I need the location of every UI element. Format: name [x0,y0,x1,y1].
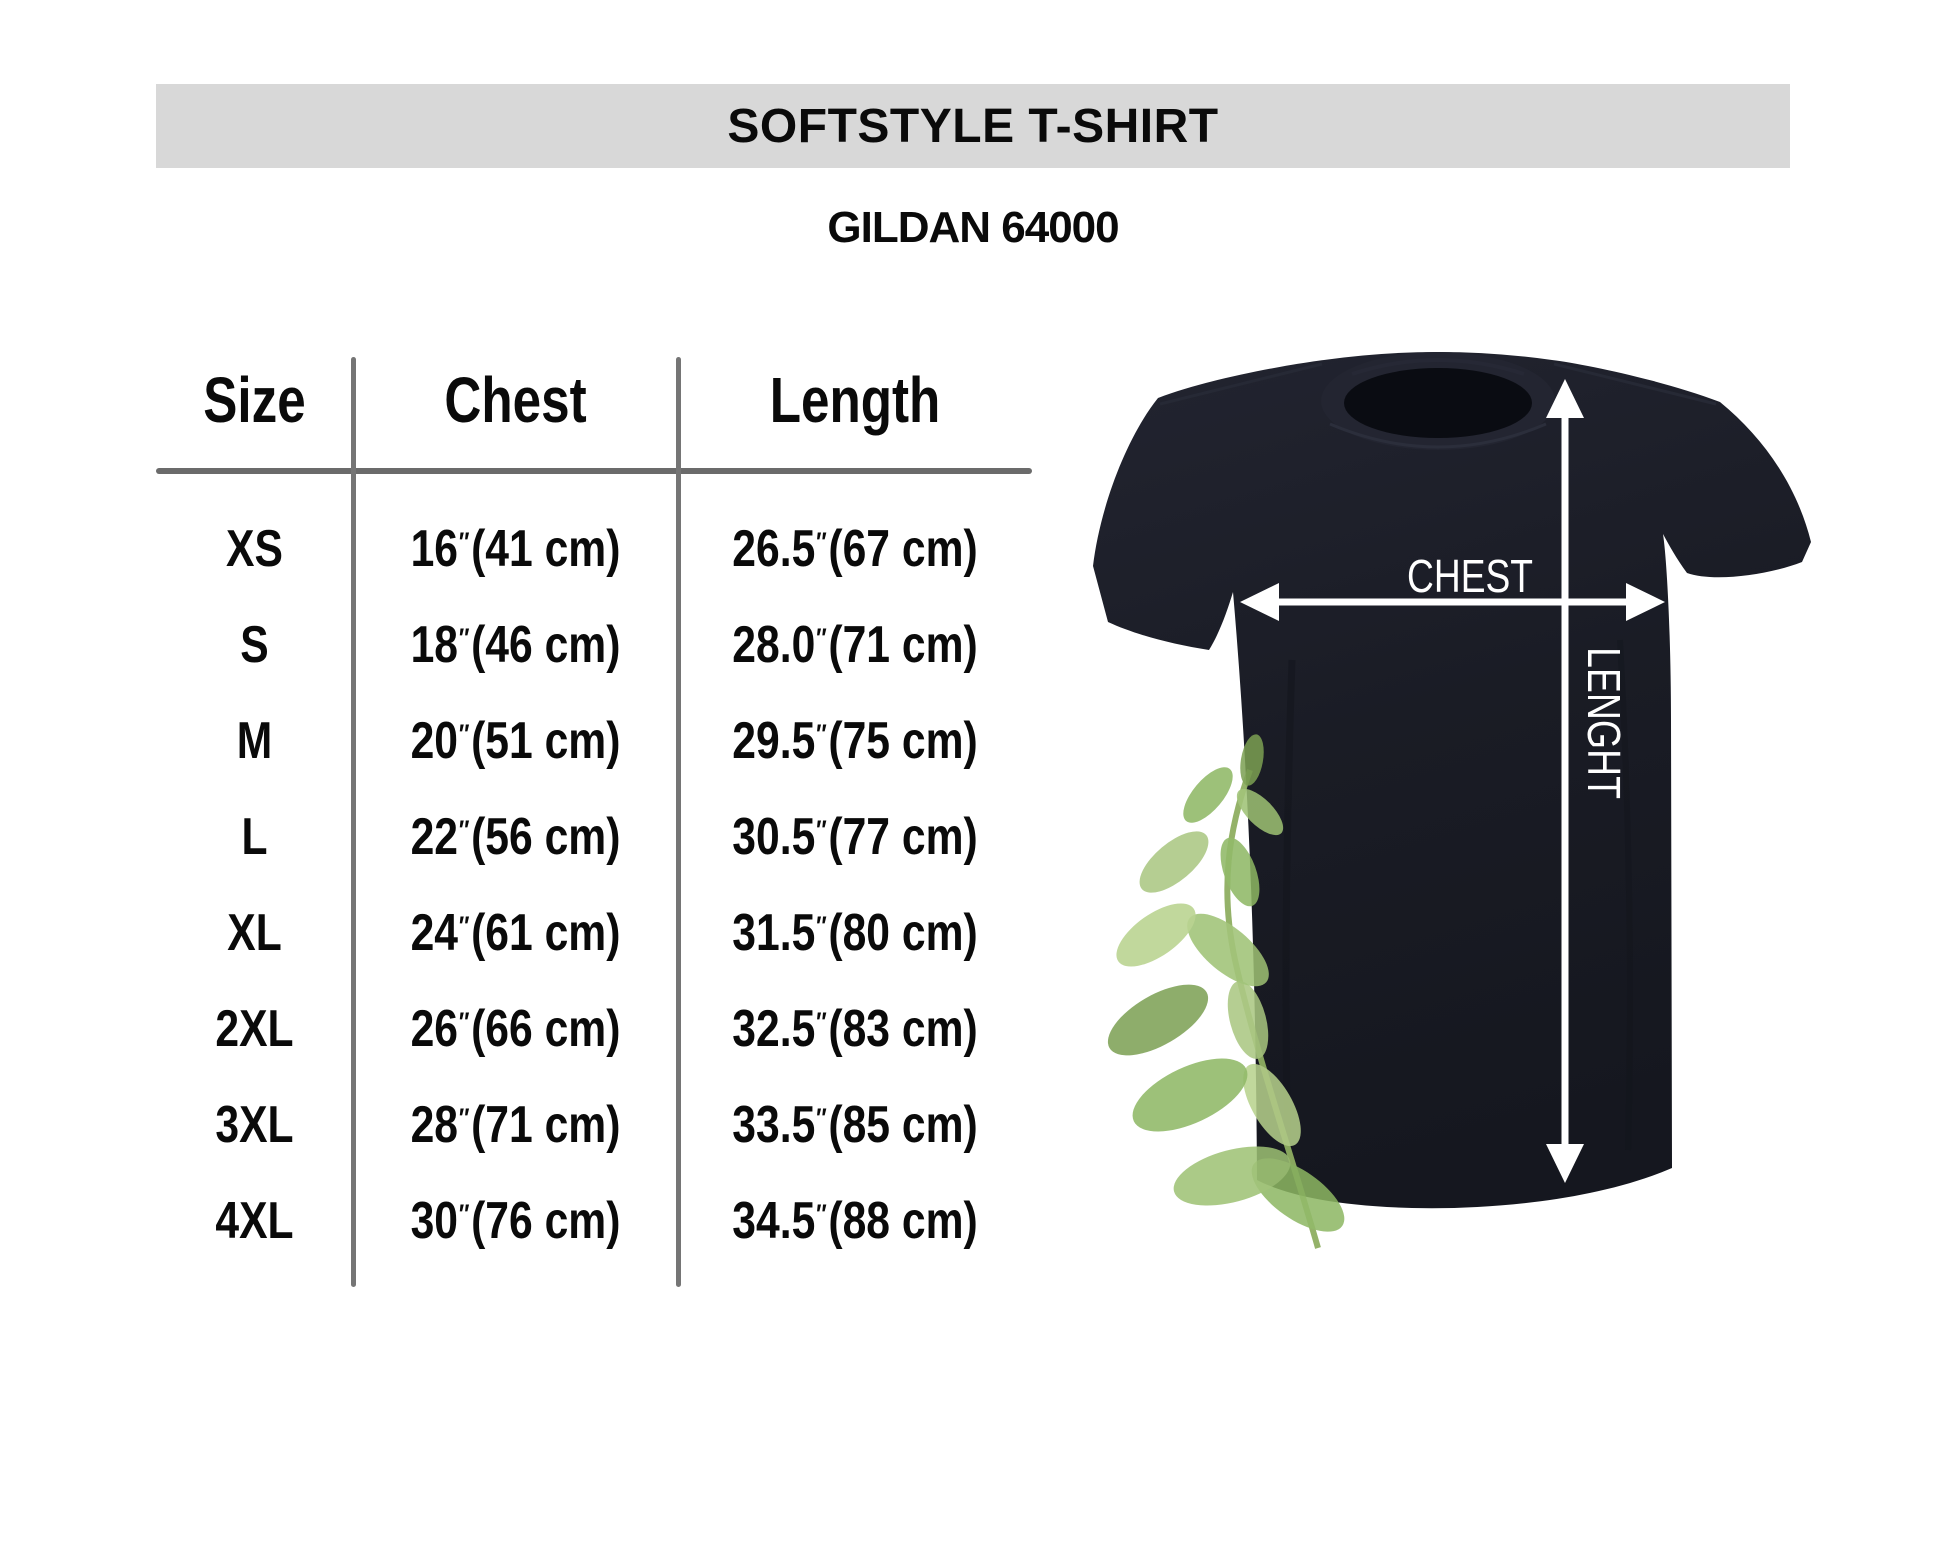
length-cell: 30.5″(77 cm) [732,808,978,866]
product-subtitle: GILDAN 64000 [827,203,1119,252]
chest-cell: 22″(56 cm) [410,808,621,866]
chest-cell: 28″(71 cm) [410,1096,621,1154]
chest-cell: 30″(76 cm) [410,1192,621,1250]
chest-cell: 16″(41 cm) [410,520,621,578]
header-length: Length [769,364,941,436]
table-row [156,1173,1032,1269]
size-table [156,352,1032,1287]
size-cell: 2XL [215,1000,294,1058]
length-cell: 31.5″(80 cm) [732,904,978,962]
header-chest: Chest [444,364,587,436]
chest-cell: 18″(46 cm) [410,616,621,674]
table-row [156,981,1032,1077]
length-cell: 34.5″(88 cm) [732,1192,978,1250]
table-row [156,1077,1032,1173]
size-cell: XS [226,520,283,578]
length-cell: 26.5″(67 cm) [732,520,978,578]
table-row [156,501,1032,597]
size-cell: M [236,712,273,770]
size-cell: L [241,808,268,866]
table-row [156,789,1032,885]
table-row [156,693,1032,789]
table-row [156,885,1032,981]
title-banner [156,84,1790,168]
collar-opening [1344,368,1532,438]
length-arrow-label: LENGHT [1578,647,1630,834]
chest-cell: 20″(51 cm) [410,712,621,770]
table-header-row [156,352,1032,448]
header-size: Size [203,364,306,436]
page-title: SOFTSTYLE T-SHIRT [727,99,1219,153]
chest-arrow-label: CHEST [1407,550,1533,602]
table-rows [156,501,1032,1269]
length-cell: 28.0″(71 cm) [732,616,978,674]
chest-cell: 26″(66 cm) [410,1000,621,1058]
size-cell: 4XL [215,1192,294,1250]
table-row [156,597,1032,693]
size-cell: 3XL [215,1096,294,1154]
length-cell: 29.5″(75 cm) [732,712,978,770]
length-cell: 32.5″(83 cm) [732,1000,978,1058]
size-cell: XL [227,904,282,962]
header-divider-line [156,468,1032,474]
chest-cell: 24″(61 cm) [410,904,621,962]
tshirt-illustration [1050,330,1870,1280]
length-cell: 33.5″(85 cm) [732,1096,978,1154]
size-cell: S [240,616,269,674]
